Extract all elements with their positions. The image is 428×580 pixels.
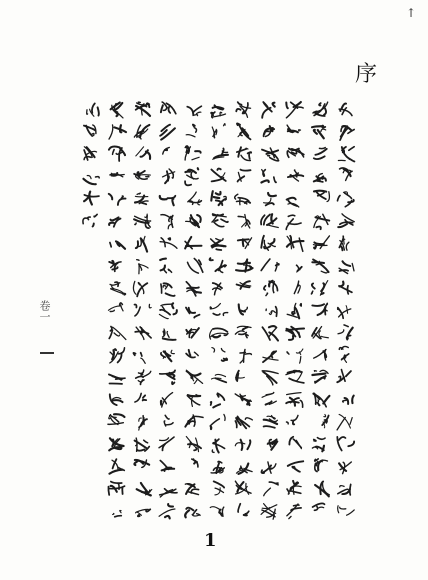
handwritten-character xyxy=(212,348,227,361)
handwritten-character xyxy=(136,260,147,274)
handwritten-character xyxy=(311,281,327,296)
handwritten-character xyxy=(185,146,201,160)
handwritten-character xyxy=(267,439,277,450)
handwritten-character xyxy=(263,193,275,206)
handwritten-character xyxy=(315,482,329,497)
manuscript-column xyxy=(282,100,308,528)
handwritten-character xyxy=(110,261,122,271)
calligraphy-strokes xyxy=(104,100,130,528)
handwritten-character xyxy=(134,438,149,451)
handwritten-character xyxy=(261,259,279,271)
handwritten-character xyxy=(87,103,99,116)
handwritten-character xyxy=(186,370,202,383)
handwritten-character xyxy=(110,173,124,177)
handwritten-character xyxy=(211,461,224,473)
page-number: 1 xyxy=(204,530,217,551)
handwritten-character xyxy=(312,438,325,452)
handwritten-character xyxy=(288,170,303,181)
handwritten-character xyxy=(109,194,126,205)
handwritten-character xyxy=(212,439,224,452)
handwritten-character xyxy=(236,481,252,494)
calligraphy-strokes xyxy=(155,100,181,528)
handwritten-character xyxy=(210,414,225,429)
handwritten-character xyxy=(111,103,123,118)
handwritten-character xyxy=(113,510,122,516)
handwritten-character xyxy=(161,283,175,296)
handwritten-character xyxy=(186,125,196,137)
handwritten-character xyxy=(235,194,250,204)
handwritten-character xyxy=(161,102,176,114)
handwritten-character xyxy=(337,370,351,383)
handwritten-character xyxy=(264,281,278,296)
handwritten-character xyxy=(135,193,148,204)
handwritten-character xyxy=(287,236,304,251)
handwritten-character xyxy=(261,214,278,227)
handwritten-character xyxy=(286,215,301,229)
handwritten-character xyxy=(185,415,203,427)
handwritten-character xyxy=(287,349,303,363)
handwritten-character xyxy=(187,192,201,205)
handwritten-character xyxy=(214,481,224,495)
handwritten-character xyxy=(109,147,125,161)
corner-mark: ↑ xyxy=(405,6,416,20)
handwritten-character xyxy=(294,281,300,294)
handwritten-character xyxy=(212,214,228,227)
manuscript-column xyxy=(79,100,105,528)
handwritten-character xyxy=(109,303,124,312)
manuscript-column xyxy=(308,100,334,528)
handwritten-character xyxy=(110,348,125,363)
handwritten-character xyxy=(186,437,201,452)
handwritten-character xyxy=(313,236,329,249)
handwritten-character xyxy=(340,126,354,140)
handwritten-character xyxy=(110,438,124,450)
handwritten-character xyxy=(163,147,170,154)
handwritten-character xyxy=(240,350,251,364)
handwritten-character xyxy=(164,415,173,426)
handwritten-character xyxy=(159,504,175,518)
handwritten-character xyxy=(110,459,125,474)
handwritten-character xyxy=(161,215,173,229)
handwritten-character xyxy=(287,149,304,158)
handwritten-character xyxy=(210,328,228,339)
handwritten-character xyxy=(134,304,151,316)
handwritten-character xyxy=(186,350,198,358)
handwritten-character xyxy=(343,396,354,404)
handwritten-character xyxy=(134,460,149,467)
handwritten-character xyxy=(238,504,249,515)
handwritten-character xyxy=(186,328,199,338)
handwritten-character xyxy=(213,149,228,160)
handwritten-character xyxy=(312,327,328,339)
handwritten-character xyxy=(313,393,329,406)
handwritten-character xyxy=(238,170,251,182)
handwritten-character xyxy=(287,504,301,519)
handwritten-character xyxy=(263,416,277,428)
handwritten-character xyxy=(286,327,304,340)
handwritten-character xyxy=(236,371,245,382)
handwritten-character xyxy=(211,239,226,250)
handwritten-character xyxy=(313,214,329,229)
handwritten-character xyxy=(136,236,147,251)
handwritten-character xyxy=(313,350,326,361)
handwritten-character xyxy=(134,214,151,228)
calligraphy-strokes xyxy=(308,100,334,528)
manuscript-column xyxy=(104,100,130,528)
handwritten-character xyxy=(297,265,302,272)
handwritten-character xyxy=(186,308,200,318)
handwritten-character xyxy=(236,326,252,337)
handwritten-character xyxy=(312,126,326,139)
handwritten-character xyxy=(160,303,177,318)
handwritten-character xyxy=(261,462,275,473)
handwritten-character xyxy=(261,236,275,251)
handwritten-character xyxy=(236,394,252,405)
handwritten-character xyxy=(236,440,251,450)
handwritten-character xyxy=(339,261,354,273)
handwritten-character xyxy=(313,148,326,160)
volume-mark: 卷一 xyxy=(38,300,51,322)
handwritten-character xyxy=(163,329,176,340)
manuscript-column xyxy=(333,100,359,528)
handwritten-character xyxy=(322,415,328,428)
handwritten-character xyxy=(287,198,299,207)
handwritten-character xyxy=(133,281,147,296)
handwritten-character xyxy=(160,489,177,497)
handwritten-character xyxy=(286,393,302,408)
handwritten-character xyxy=(185,237,201,249)
handwritten-character xyxy=(161,350,174,361)
handwritten-character xyxy=(312,370,328,382)
handwritten-character xyxy=(239,304,248,314)
calligraphy-strokes xyxy=(282,100,308,528)
manuscript-column xyxy=(155,100,181,528)
handwritten-character xyxy=(210,304,228,316)
handwritten-character xyxy=(263,351,278,362)
handwritten-character xyxy=(338,192,354,207)
handwritten-character xyxy=(287,415,299,424)
handwritten-character xyxy=(338,214,354,227)
handwritten-character xyxy=(136,483,151,495)
handwritten-character xyxy=(237,123,250,139)
handwritten-character xyxy=(185,215,200,227)
handwritten-character xyxy=(84,147,96,160)
handwritten-character xyxy=(134,171,150,179)
handwritten-character xyxy=(187,259,202,274)
calligraphy-strokes xyxy=(333,100,359,528)
handwritten-character xyxy=(161,393,173,408)
handwritten-character xyxy=(135,102,149,116)
handwritten-character xyxy=(211,393,225,407)
handwritten-character xyxy=(337,414,352,430)
handwritten-character xyxy=(186,282,201,296)
handwritten-character xyxy=(84,192,99,205)
manuscript-column xyxy=(206,100,232,528)
handwritten-character xyxy=(84,125,96,136)
handwritten-character xyxy=(187,106,201,115)
handwritten-character xyxy=(133,353,145,364)
handwritten-character xyxy=(139,416,147,430)
handwritten-character xyxy=(238,238,252,249)
preface-heading: 序 xyxy=(355,62,378,87)
calligraphy-strokes xyxy=(231,100,257,528)
calligraphy-strokes xyxy=(130,100,156,528)
handwritten-character xyxy=(239,215,251,229)
handwritten-character xyxy=(237,102,251,117)
handwritten-character xyxy=(337,437,354,451)
handwritten-character xyxy=(338,484,351,495)
handwritten-character xyxy=(191,459,197,467)
handwritten-character xyxy=(339,104,352,116)
handwritten-character xyxy=(185,484,198,495)
handwritten-character xyxy=(110,394,123,405)
handwritten-character xyxy=(263,126,274,137)
handwritten-character xyxy=(160,125,175,140)
handwritten-character xyxy=(83,214,97,226)
manuscript-column xyxy=(257,100,283,528)
handwritten-character xyxy=(237,147,251,160)
handwritten-character xyxy=(210,507,224,517)
handwritten-character xyxy=(339,346,349,362)
handwritten-character xyxy=(83,176,99,185)
handwritten-character xyxy=(185,508,200,518)
handwritten-character xyxy=(160,461,174,472)
handwritten-character xyxy=(338,325,353,340)
calligraphy-strokes xyxy=(206,100,232,528)
handwritten-character xyxy=(110,241,125,248)
handwritten-character xyxy=(338,506,355,516)
handwritten-character xyxy=(236,417,253,429)
handwritten-character xyxy=(211,169,225,182)
handwritten-character xyxy=(262,371,278,385)
handwritten-character xyxy=(288,461,303,471)
handwritten-character xyxy=(135,509,150,516)
handwritten-character xyxy=(236,259,253,271)
handwritten-character xyxy=(210,258,227,272)
handwritten-character xyxy=(109,125,126,139)
handwritten-character xyxy=(314,191,329,202)
handwritten-character xyxy=(237,464,253,474)
handwritten-character xyxy=(110,327,127,340)
handwritten-character xyxy=(312,102,327,116)
handwritten-character xyxy=(211,105,225,117)
handwritten-character xyxy=(160,259,171,273)
handwritten-character xyxy=(135,327,151,340)
handwritten-character xyxy=(135,370,150,384)
manuscript-column xyxy=(231,100,257,528)
handwritten-character xyxy=(262,102,275,118)
handwritten-character xyxy=(160,238,177,249)
handwritten-character xyxy=(266,307,277,317)
handwritten-character xyxy=(312,503,324,510)
handwritten-character xyxy=(135,393,146,402)
handwritten-character xyxy=(159,437,174,450)
handwritten-character xyxy=(110,282,125,295)
handwritten-character xyxy=(109,482,125,495)
calligraphy-strokes xyxy=(181,100,207,528)
handwritten-character xyxy=(109,375,125,384)
handwritten-character xyxy=(312,303,327,315)
manuscript-column xyxy=(181,100,207,528)
handwritten-character xyxy=(134,125,149,139)
handwritten-character xyxy=(163,169,175,183)
handwritten-character xyxy=(286,102,303,118)
handwritten-character xyxy=(213,283,222,295)
handwritten-character xyxy=(286,371,304,383)
handwritten-character xyxy=(287,303,301,318)
handwritten-character xyxy=(287,125,300,132)
handwritten-character xyxy=(108,414,125,424)
handwritten-character xyxy=(290,437,302,449)
handwritten-character xyxy=(338,147,354,162)
handwritten-character xyxy=(185,168,198,185)
handwritten-character xyxy=(262,326,278,341)
handwritten-character xyxy=(262,393,276,405)
handwritten-character xyxy=(287,481,301,494)
handwritten-character xyxy=(110,217,121,226)
handwritten-character xyxy=(136,147,150,159)
handwritten-character xyxy=(261,170,276,183)
handwritten-character xyxy=(338,306,351,319)
handwritten-character xyxy=(339,236,349,250)
calligraphy-strokes xyxy=(257,100,283,528)
manuscript-column xyxy=(130,100,156,528)
handwritten-character xyxy=(339,282,352,294)
handwritten-character xyxy=(314,459,327,472)
handwritten-character xyxy=(212,124,225,138)
handwritten-character xyxy=(312,260,328,273)
handwritten-character xyxy=(160,196,176,206)
handwritten-character xyxy=(263,482,277,496)
handwritten-character xyxy=(340,168,353,181)
handwritten-character xyxy=(237,281,251,289)
handwritten-character xyxy=(212,374,227,382)
handwritten-character xyxy=(160,370,175,384)
handwritten-character xyxy=(262,148,279,161)
handwritten-character xyxy=(211,191,226,205)
handwritten-character xyxy=(187,395,200,407)
handwritten-character xyxy=(339,462,351,474)
handwritten-character xyxy=(313,174,325,182)
handwritten-character xyxy=(261,504,277,520)
calligraphy-strokes xyxy=(79,100,105,528)
column-rule xyxy=(40,352,54,354)
